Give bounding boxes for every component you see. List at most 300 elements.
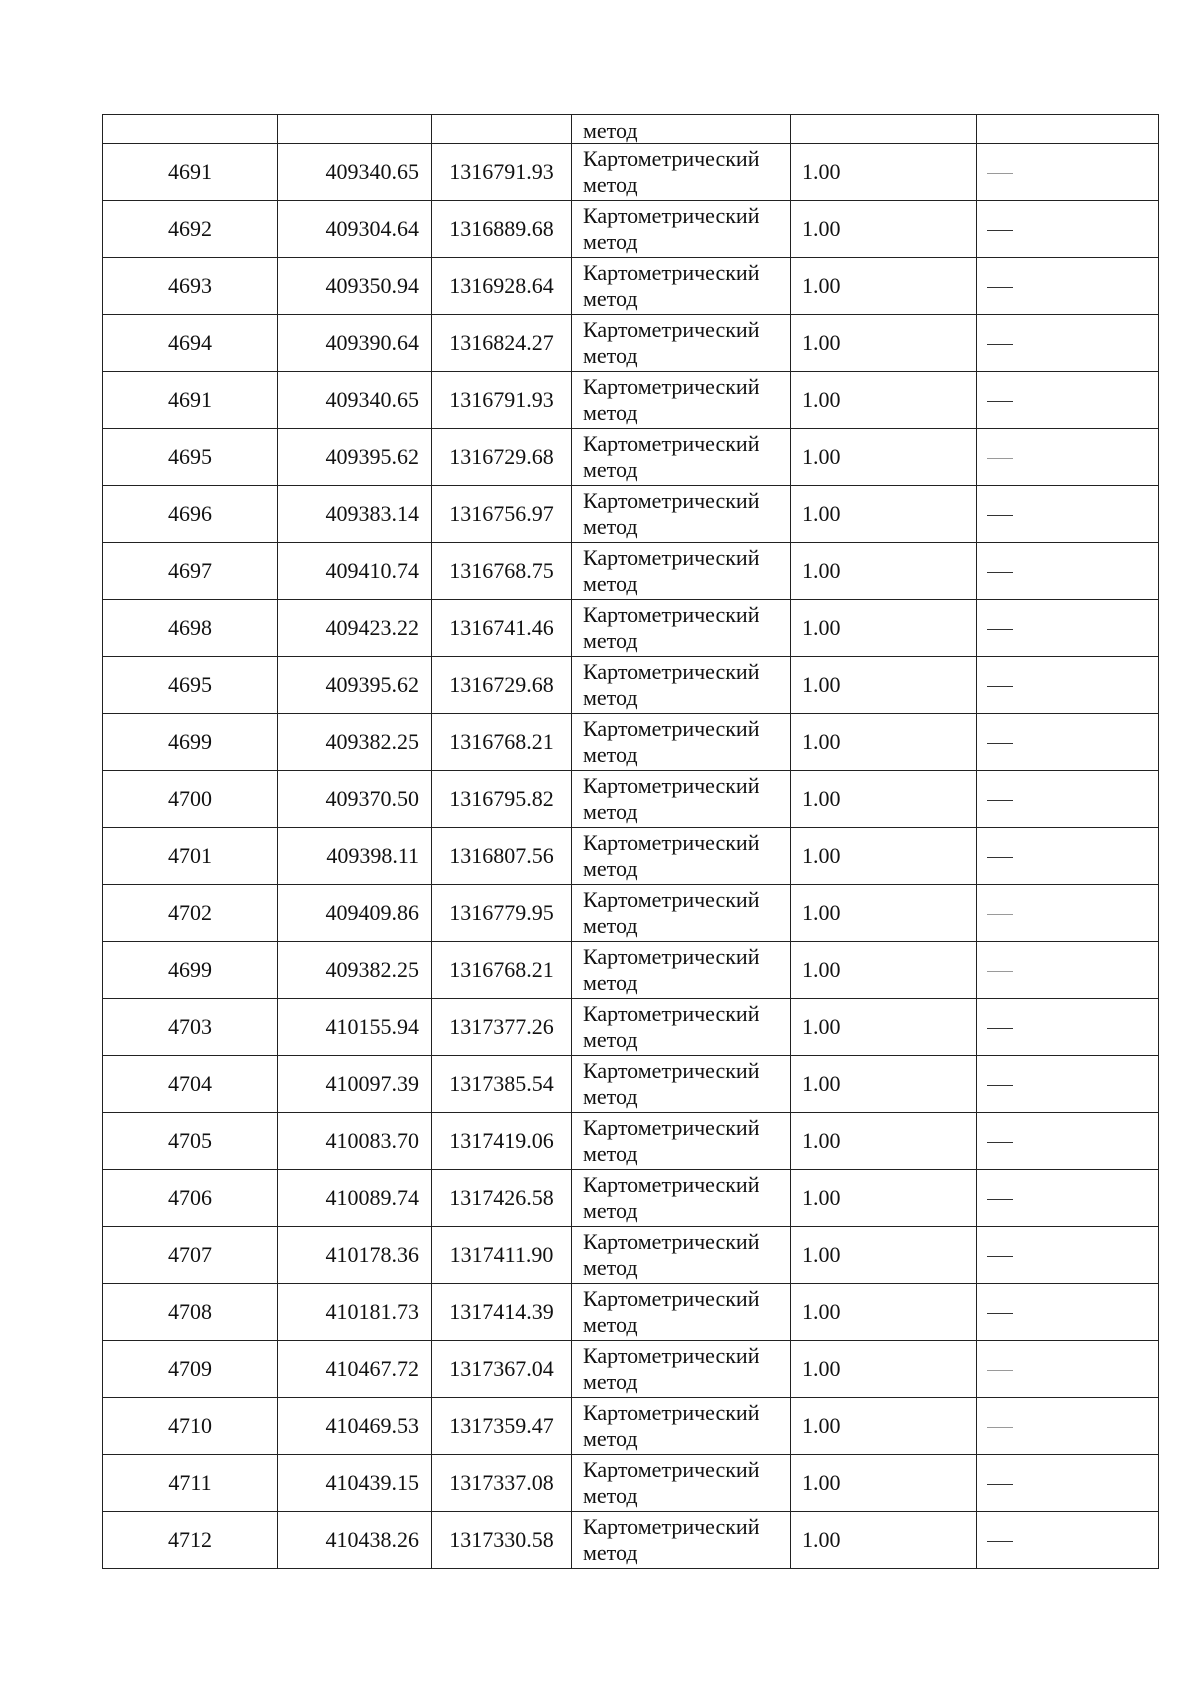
method-line-2: метод xyxy=(583,286,638,311)
description-cell xyxy=(977,429,1159,486)
precision-value: 1.00 xyxy=(802,1470,841,1495)
method-line-1: Картометрический xyxy=(583,1514,760,1539)
x-coordinate-cell xyxy=(278,486,432,543)
y-coordinate: 1316729.68 xyxy=(449,672,554,697)
dash-mark xyxy=(987,1199,1013,1200)
y-coordinate-cell xyxy=(432,372,572,429)
method-line-1: Картометрический xyxy=(583,1343,760,1368)
point-number-cell xyxy=(103,315,278,372)
table-row xyxy=(103,315,1159,372)
description-cell xyxy=(977,657,1159,714)
dash-mark xyxy=(987,287,1013,288)
x-coordinate: 410469.53 xyxy=(325,1413,419,1438)
table-row xyxy=(103,1113,1159,1170)
method-line-1: Картометрический xyxy=(583,374,760,399)
point-number: 4691 xyxy=(168,387,212,412)
point-number: 4691 xyxy=(168,159,212,184)
method-line-2: метод xyxy=(583,1426,638,1451)
y-coordinate: 1317414.39 xyxy=(449,1299,554,1324)
y-coordinate: 1317337.08 xyxy=(449,1470,554,1495)
y-coordinate: 1316791.93 xyxy=(449,159,554,184)
dash-mark xyxy=(987,515,1013,516)
method-line-2: метод xyxy=(583,1084,638,1109)
y-coordinate: 1316768.21 xyxy=(449,729,554,754)
table-row xyxy=(103,258,1159,315)
method-line-2: метод xyxy=(583,970,638,995)
x-coordinate: 410155.94 xyxy=(325,1014,419,1039)
method-cell xyxy=(572,1113,791,1170)
description-cell xyxy=(977,144,1159,201)
x-coordinate-cell xyxy=(278,1512,432,1569)
method-cell xyxy=(572,315,791,372)
point-number: 4693 xyxy=(168,273,212,298)
table-row xyxy=(103,600,1159,657)
y-coordinate: 1316807.56 xyxy=(449,843,554,868)
method-cell xyxy=(572,1170,791,1227)
y-coordinate: 1316768.21 xyxy=(449,957,554,982)
precision-value: 1.00 xyxy=(802,387,841,412)
point-number-cell xyxy=(103,942,278,999)
description-cell xyxy=(977,714,1159,771)
x-coordinate-cell xyxy=(278,429,432,486)
precision-cell xyxy=(791,1512,977,1569)
x-coordinate: 409383.14 xyxy=(325,501,419,526)
x-coordinate-cell xyxy=(278,115,432,144)
description-cell xyxy=(977,1227,1159,1284)
dash-mark xyxy=(987,344,1013,345)
method-cell xyxy=(572,1512,791,1569)
method-line-1: Картометрический xyxy=(583,203,760,228)
y-coordinate: 1316768.75 xyxy=(449,558,554,583)
point-number: 4707 xyxy=(168,1242,212,1267)
x-coordinate: 410439.15 xyxy=(325,1470,419,1495)
description-cell xyxy=(977,1512,1159,1569)
method-cell xyxy=(572,429,791,486)
method-line-2: метод xyxy=(583,628,638,653)
dash-mark xyxy=(987,1370,1013,1371)
dash-mark xyxy=(987,458,1013,459)
point-number: 4710 xyxy=(168,1413,212,1438)
y-coordinate-cell xyxy=(432,1113,572,1170)
precision-value: 1.00 xyxy=(802,1014,841,1039)
method-cell xyxy=(572,201,791,258)
point-number-cell xyxy=(103,1056,278,1113)
method-cell xyxy=(572,258,791,315)
point-number-cell xyxy=(103,372,278,429)
precision-value: 1.00 xyxy=(802,1356,841,1381)
precision-value: 1.00 xyxy=(802,444,841,469)
method-line-1: Картометрический xyxy=(583,1286,760,1311)
point-number-cell xyxy=(103,144,278,201)
dash-mark xyxy=(987,1541,1013,1542)
point-number-cell xyxy=(103,600,278,657)
table-row xyxy=(103,543,1159,600)
x-coordinate: 409382.25 xyxy=(325,729,419,754)
table-row xyxy=(103,1170,1159,1227)
point-number-cell xyxy=(103,429,278,486)
method-line-1: Картометрический xyxy=(583,773,760,798)
table-row xyxy=(103,486,1159,543)
description-cell xyxy=(977,885,1159,942)
method-line-1: Картометрический xyxy=(583,830,760,855)
point-number-cell xyxy=(103,201,278,258)
method-line-2: метод xyxy=(583,571,638,596)
point-number-cell xyxy=(103,1284,278,1341)
point-number: 4698 xyxy=(168,615,212,640)
y-coordinate-cell xyxy=(432,600,572,657)
y-coordinate-cell xyxy=(432,885,572,942)
point-number: 4699 xyxy=(168,957,212,982)
precision-value: 1.00 xyxy=(802,1413,841,1438)
x-coordinate: 409340.65 xyxy=(325,387,419,412)
precision-cell xyxy=(791,201,977,258)
precision-cell xyxy=(791,771,977,828)
precision-cell xyxy=(791,429,977,486)
precision-cell xyxy=(791,258,977,315)
y-coordinate: 1316741.46 xyxy=(449,615,554,640)
x-coordinate: 410097.39 xyxy=(325,1071,419,1096)
point-number-cell xyxy=(103,1455,278,1512)
point-number: 4702 xyxy=(168,900,212,925)
precision-value: 1.00 xyxy=(802,330,841,355)
method-line-1: Картометрический xyxy=(583,716,760,741)
x-coordinate-cell xyxy=(278,1341,432,1398)
precision-cell xyxy=(791,600,977,657)
x-coordinate-cell xyxy=(278,1455,432,1512)
description-cell xyxy=(977,1341,1159,1398)
method-cell xyxy=(572,885,791,942)
point-number-cell xyxy=(103,258,278,315)
point-number: 4695 xyxy=(168,672,212,697)
precision-value: 1.00 xyxy=(802,1299,841,1324)
y-coordinate: 1317377.26 xyxy=(449,1014,554,1039)
description-cell xyxy=(977,1113,1159,1170)
precision-value: 1.00 xyxy=(802,159,841,184)
table-row xyxy=(103,942,1159,999)
table-row xyxy=(103,657,1159,714)
method-cell xyxy=(572,600,791,657)
dash-mark xyxy=(987,743,1013,744)
method-line-1: Картометрический xyxy=(583,1115,760,1140)
x-coordinate: 409390.64 xyxy=(325,330,419,355)
x-coordinate: 410178.36 xyxy=(325,1242,419,1267)
dash-mark xyxy=(987,1028,1013,1029)
y-coordinate: 1316824.27 xyxy=(449,330,554,355)
point-number-cell xyxy=(103,1398,278,1455)
description-cell xyxy=(977,828,1159,885)
point-number: 4706 xyxy=(168,1185,212,1210)
method-line-2: метод xyxy=(583,799,638,824)
method-cell xyxy=(572,828,791,885)
point-number-cell xyxy=(103,714,278,771)
method-line-1: Картометрический xyxy=(583,260,760,285)
method-line-2: метод xyxy=(583,1255,638,1280)
table-row xyxy=(103,828,1159,885)
point-number: 4704 xyxy=(168,1071,212,1096)
point-number: 4694 xyxy=(168,330,212,355)
y-coordinate-cell xyxy=(432,543,572,600)
x-coordinate-cell xyxy=(278,771,432,828)
precision-cell xyxy=(791,942,977,999)
description-cell xyxy=(977,201,1159,258)
x-coordinate-cell xyxy=(278,657,432,714)
y-coordinate: 1316756.97 xyxy=(449,501,554,526)
coordinates-table-body xyxy=(103,115,1159,1569)
precision-value: 1.00 xyxy=(802,957,841,982)
precision-cell xyxy=(791,144,977,201)
x-coordinate: 409340.65 xyxy=(325,159,419,184)
point-number-cell xyxy=(103,1113,278,1170)
precision-cell xyxy=(791,1284,977,1341)
point-number: 4709 xyxy=(168,1356,212,1381)
dash-mark xyxy=(987,800,1013,801)
method-cell xyxy=(572,372,791,429)
method-cell xyxy=(572,771,791,828)
precision-value: 1.00 xyxy=(802,1071,841,1096)
point-number: 4697 xyxy=(168,558,212,583)
x-coordinate-cell xyxy=(278,600,432,657)
point-number: 4701 xyxy=(168,843,212,868)
precision-cell xyxy=(791,486,977,543)
method-cell xyxy=(572,1455,791,1512)
point-number: 4712 xyxy=(168,1527,212,1552)
method-line-2: метод xyxy=(583,457,638,482)
dash-mark xyxy=(987,230,1013,231)
x-coordinate: 409410.74 xyxy=(325,558,419,583)
x-coordinate-cell xyxy=(278,258,432,315)
method-line-2: метод xyxy=(583,172,638,197)
x-coordinate: 409350.94 xyxy=(325,273,419,298)
x-coordinate-cell xyxy=(278,201,432,258)
x-coordinate-cell xyxy=(278,1227,432,1284)
description-cell xyxy=(977,115,1159,144)
y-coordinate-cell xyxy=(432,657,572,714)
method-cell xyxy=(572,999,791,1056)
dash-mark xyxy=(987,914,1013,915)
method-cell xyxy=(572,942,791,999)
table-row xyxy=(103,714,1159,771)
precision-value: 1.00 xyxy=(802,900,841,925)
point-number-cell xyxy=(103,657,278,714)
precision-value: 1.00 xyxy=(802,1185,841,1210)
table-row xyxy=(103,999,1159,1056)
precision-value: 1.00 xyxy=(802,558,841,583)
point-number-cell xyxy=(103,1341,278,1398)
x-coordinate-cell xyxy=(278,1284,432,1341)
y-coordinate-cell xyxy=(432,115,572,144)
x-coordinate-cell xyxy=(278,828,432,885)
table-row xyxy=(103,1056,1159,1113)
method-line-2: метод xyxy=(583,1312,638,1337)
x-coordinate-cell xyxy=(278,999,432,1056)
point-number: 4703 xyxy=(168,1014,212,1039)
x-coordinate: 409398.11 xyxy=(326,843,419,868)
precision-cell xyxy=(791,1113,977,1170)
description-cell xyxy=(977,486,1159,543)
method-cell xyxy=(572,144,791,201)
y-coordinate-cell xyxy=(432,201,572,258)
x-coordinate: 409395.62 xyxy=(325,444,419,469)
method-line-1: Картометрический xyxy=(583,488,760,513)
dash-mark xyxy=(987,572,1013,573)
precision-cell xyxy=(791,1170,977,1227)
method-line-2: метод xyxy=(583,1027,638,1052)
y-coordinate-cell xyxy=(432,1341,572,1398)
method-line-1: Картометрический xyxy=(583,1400,760,1425)
table-row xyxy=(103,885,1159,942)
method-line-1: Картометрический xyxy=(583,1229,760,1254)
x-coordinate-cell xyxy=(278,1056,432,1113)
method-line-1: Картометрический xyxy=(583,431,760,456)
precision-cell xyxy=(791,1398,977,1455)
method-cell xyxy=(572,543,791,600)
method-line-1: Картометрический xyxy=(583,887,760,912)
point-number-cell xyxy=(103,115,278,144)
precision-value: 1.00 xyxy=(802,216,841,241)
method-cell xyxy=(572,1056,791,1113)
x-coordinate-cell xyxy=(278,315,432,372)
method-cell xyxy=(572,1227,791,1284)
method-cell xyxy=(572,1398,791,1455)
precision-value: 1.00 xyxy=(802,672,841,697)
description-cell xyxy=(977,600,1159,657)
point-number: 4711 xyxy=(168,1470,212,1495)
y-coordinate: 1317367.04 xyxy=(449,1356,554,1381)
y-coordinate-cell xyxy=(432,1227,572,1284)
y-coordinate-cell xyxy=(432,1512,572,1569)
y-coordinate-cell xyxy=(432,1398,572,1455)
y-coordinate-cell xyxy=(432,144,572,201)
precision-value: 1.00 xyxy=(802,1527,841,1552)
precision-cell xyxy=(791,1455,977,1512)
y-coordinate-cell xyxy=(432,258,572,315)
precision-cell xyxy=(791,999,977,1056)
precision-cell xyxy=(791,372,977,429)
dash-mark xyxy=(987,1484,1013,1485)
method-cell xyxy=(572,1341,791,1398)
point-number-cell xyxy=(103,828,278,885)
method-line-2: метод xyxy=(583,1141,638,1166)
method-cell xyxy=(572,714,791,771)
method-line-2: метод xyxy=(583,685,638,710)
method-line-1: Картометрический xyxy=(583,602,760,627)
point-number: 4700 xyxy=(168,786,212,811)
y-coordinate: 1317419.06 xyxy=(449,1128,554,1153)
table-row xyxy=(103,144,1159,201)
table-row xyxy=(103,429,1159,486)
x-coordinate: 410089.74 xyxy=(325,1185,419,1210)
point-number: 4695 xyxy=(168,444,212,469)
precision-cell xyxy=(791,115,977,144)
y-coordinate-cell xyxy=(432,771,572,828)
method-line-2: метод xyxy=(583,343,638,368)
x-coordinate-cell xyxy=(278,372,432,429)
method-line-2: метод xyxy=(583,1540,638,1565)
method-line-2: метод xyxy=(583,856,638,881)
x-coordinate: 410438.26 xyxy=(325,1527,419,1552)
point-number-cell xyxy=(103,1512,278,1569)
method-line-2: метод xyxy=(583,742,638,767)
x-coordinate-cell xyxy=(278,942,432,999)
x-coordinate-cell xyxy=(278,144,432,201)
y-coordinate-cell xyxy=(432,1056,572,1113)
y-coordinate-cell xyxy=(432,429,572,486)
description-cell xyxy=(977,1056,1159,1113)
description-cell xyxy=(977,315,1159,372)
y-coordinate-cell xyxy=(432,1455,572,1512)
y-coordinate-cell xyxy=(432,315,572,372)
point-number: 4696 xyxy=(168,501,212,526)
point-number-cell xyxy=(103,1170,278,1227)
method-line-1: Картометрический xyxy=(583,1457,760,1482)
point-number: 4699 xyxy=(168,729,212,754)
y-coordinate: 1316729.68 xyxy=(449,444,554,469)
continuation-row xyxy=(103,115,1159,144)
precision-value: 1.00 xyxy=(802,729,841,754)
x-coordinate-cell xyxy=(278,885,432,942)
description-cell xyxy=(977,942,1159,999)
y-coordinate-cell xyxy=(432,486,572,543)
description-cell xyxy=(977,1398,1159,1455)
table-row xyxy=(103,201,1159,258)
point-number: 4692 xyxy=(168,216,212,241)
x-coordinate: 409423.22 xyxy=(325,615,419,640)
method-text: метод xyxy=(583,118,638,143)
y-coordinate: 1316791.93 xyxy=(449,387,554,412)
precision-cell xyxy=(791,885,977,942)
x-coordinate: 409395.62 xyxy=(325,672,419,697)
table-row xyxy=(103,771,1159,828)
y-coordinate-cell xyxy=(432,999,572,1056)
x-coordinate: 410467.72 xyxy=(325,1356,419,1381)
description-cell xyxy=(977,258,1159,315)
point-number: 4705 xyxy=(168,1128,212,1153)
method-line-1: Картометрический xyxy=(583,659,760,684)
x-coordinate-cell xyxy=(278,543,432,600)
y-coordinate-cell xyxy=(432,1170,572,1227)
y-coordinate-cell xyxy=(432,942,572,999)
y-coordinate: 1316779.95 xyxy=(449,900,554,925)
precision-cell xyxy=(791,315,977,372)
description-cell xyxy=(977,1284,1159,1341)
y-coordinate: 1316795.82 xyxy=(449,786,554,811)
y-coordinate-cell xyxy=(432,828,572,885)
method-line-1: Картометрический xyxy=(583,146,760,171)
precision-cell xyxy=(791,714,977,771)
point-number-cell xyxy=(103,1227,278,1284)
x-coordinate: 409304.64 xyxy=(325,216,419,241)
y-coordinate: 1316889.68 xyxy=(449,216,554,241)
precision-cell xyxy=(791,657,977,714)
table-row xyxy=(103,1455,1159,1512)
y-coordinate: 1317359.47 xyxy=(449,1413,554,1438)
table-row xyxy=(103,1284,1159,1341)
point-number-cell xyxy=(103,771,278,828)
dash-mark xyxy=(987,1142,1013,1143)
y-coordinate: 1316928.64 xyxy=(449,273,554,298)
method-cell xyxy=(572,486,791,543)
method-line-1: Картометрический xyxy=(583,545,760,570)
method-line-2: метод xyxy=(583,1198,638,1223)
precision-cell xyxy=(791,1341,977,1398)
precision-value: 1.00 xyxy=(802,615,841,640)
method-line-2: метод xyxy=(583,229,638,254)
x-coordinate-cell xyxy=(278,1170,432,1227)
dash-mark xyxy=(987,1256,1013,1257)
point-number-cell xyxy=(103,885,278,942)
description-cell xyxy=(977,999,1159,1056)
y-coordinate-cell xyxy=(432,714,572,771)
